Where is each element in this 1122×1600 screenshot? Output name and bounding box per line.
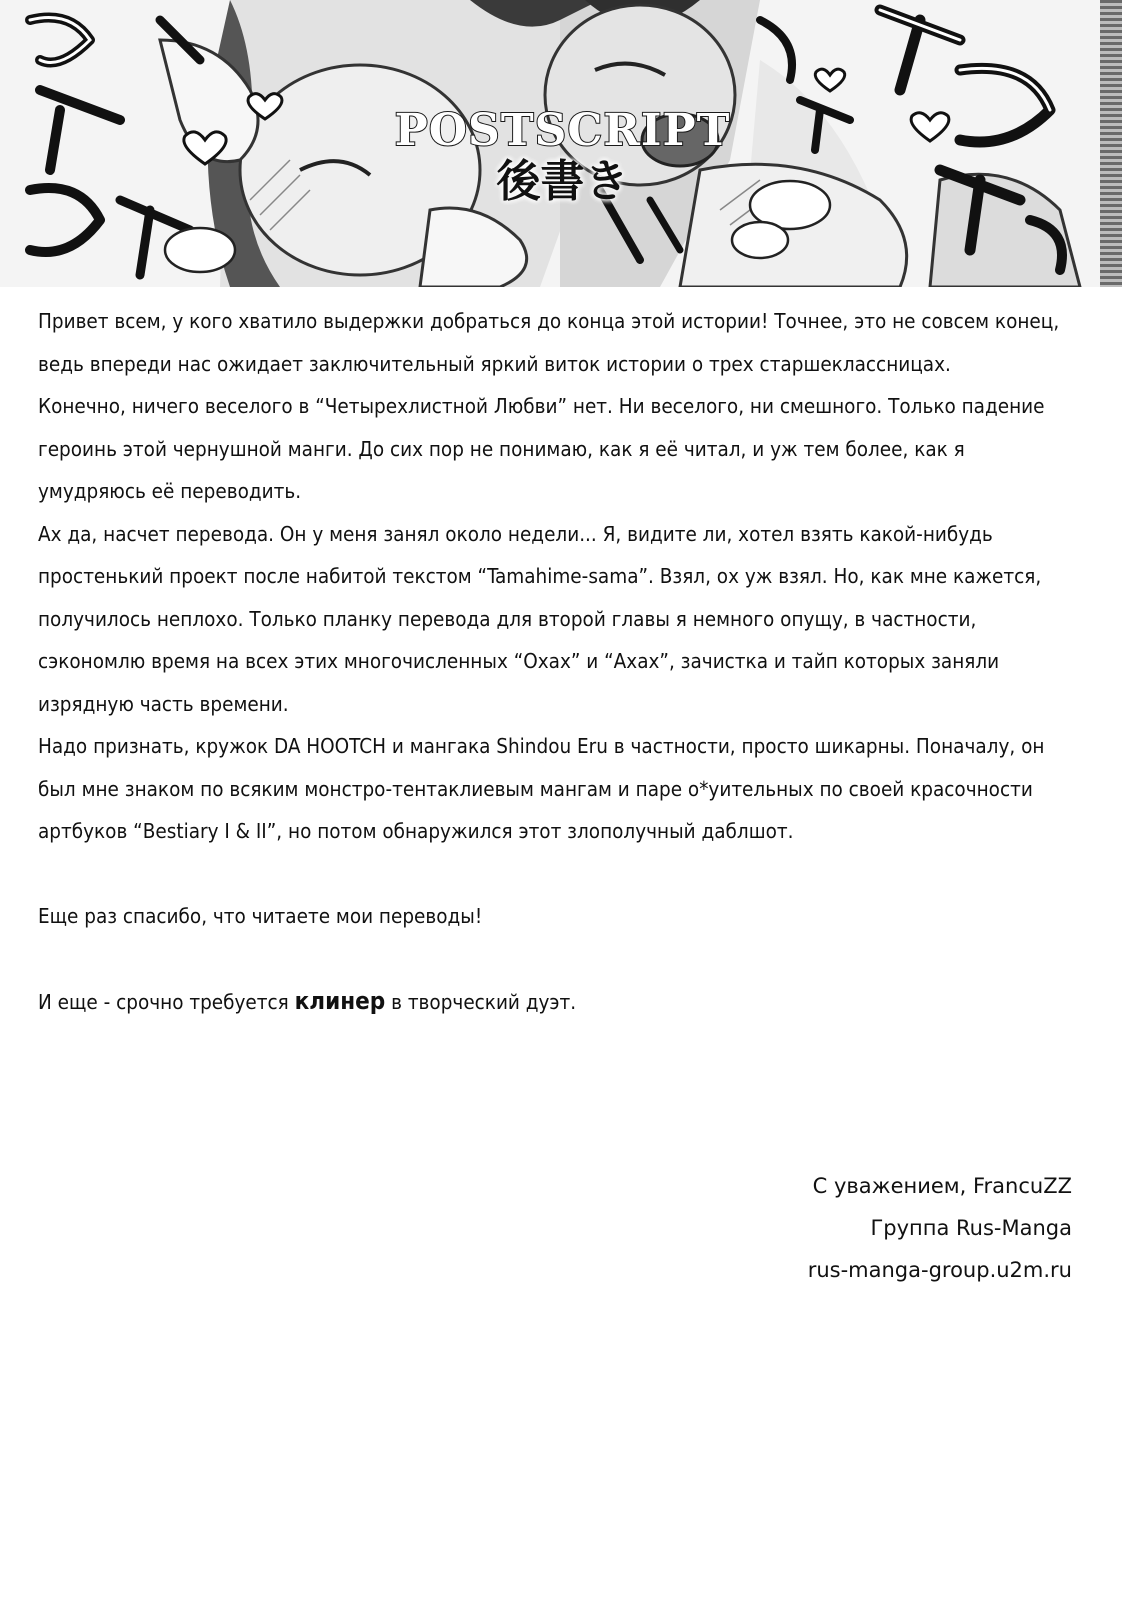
spacer [38, 938, 1078, 981]
recruit-role-emphasis: клинер [294, 987, 386, 1015]
page-edge-strip [1100, 0, 1122, 1600]
signature-website: rus-manga-group.u2m.ru [807, 1258, 1072, 1282]
signature-author: С уважением, FrancuZZ [812, 1174, 1072, 1198]
paragraph-intro: Привет всем, у кого хватило выдержки добраться до конца этой истории! Точнее, это не совсем конец, ведь впереди нас ожидает заключительный яркий виток истории о трех старшеклассницах. [38, 309, 1060, 376]
signature-block [808, 1165, 1072, 1291]
spacer [38, 853, 1078, 896]
signature-group: Группа Rus-Manga [870, 1216, 1072, 1240]
page-title: POSTSCRIPT [394, 105, 731, 156]
recruit-text-start: И еще - срочно требуется [38, 990, 295, 1014]
page-edge-pattern [1100, 0, 1122, 287]
paragraph-translation: Ах да, насчет перевода. Он у меня занял около недели... Я, видите ли, хотел взять какой-нибудь простенький проект после набитой текстом “Tamahime-sama”. Взял, ох уж взял. Но, как мне кажется, получилось неплохо. Только планку перевода для второй главы я немного опущу, в частности, сэкономлю время на всех этих многочисленных “Охах” и “Ахах”, зачистка и тайп которых заняли изрядную часть времени. [38, 521, 1042, 716]
paragraph-recruit [38, 980, 1078, 1024]
page-title-japanese: 後書き [496, 156, 629, 207]
title-block [390, 106, 735, 208]
paragraph-thanks: Еще раз спасибо, что читаете мои переводы! [38, 904, 483, 928]
postscript-body [38, 300, 1078, 1024]
paragraph-story: Конечно, ничего веселого в “Четырехлистной Любви” нет. Ни веселого, ни смешного. Только падение героинь этой чернушной манги. До сих пор не понимаю, как я её читал, и уж тем более, как я умудряюсь её переводить. [38, 394, 1045, 503]
recruit-text-end: в творческий дуэт. [385, 990, 577, 1014]
paragraph-circle: Надо признать, кружок DA HOOTCH и мангака Shindou Eru в частности, просто шикарны. Поначалу, он был мне знаком по всяким монстро-тентаклиевым мангам и паре о*уительных по своей красочности артбуков “Bestiary I & II”, но потом обнаружился этот злополучный даблшот. [38, 734, 1045, 843]
